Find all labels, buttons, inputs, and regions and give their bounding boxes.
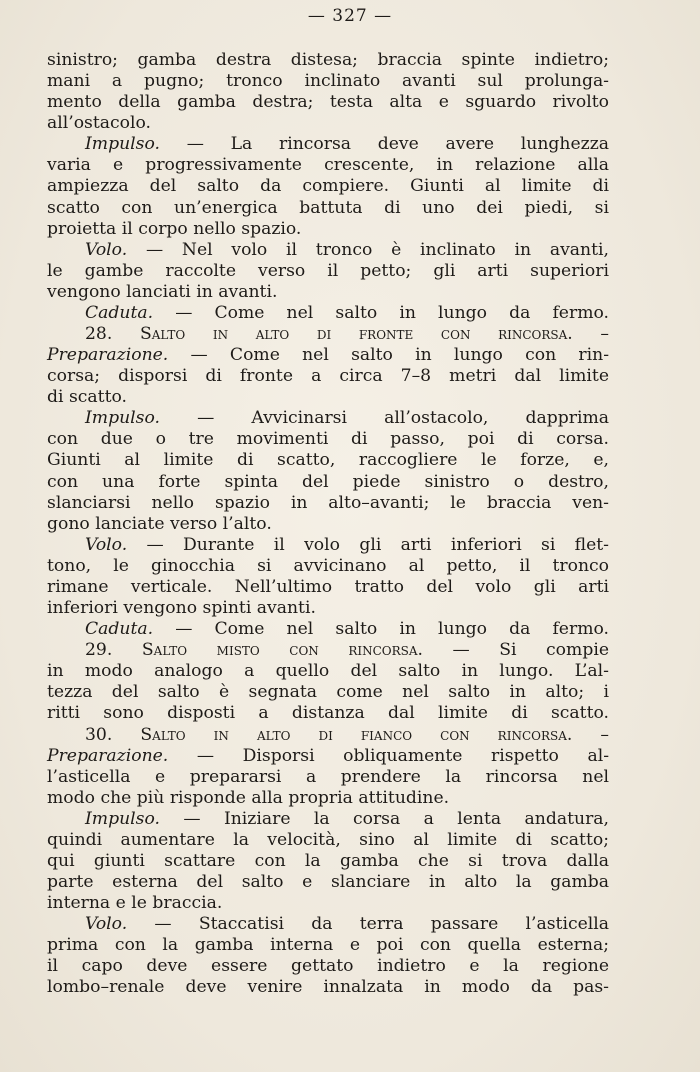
line-text: il capo deve essere gettato indietro e la regione	[47, 956, 609, 977]
line-text: — Iniziare la corsa a lenta andatura,	[160, 808, 609, 829]
run-in-subheading: Volo.	[85, 534, 128, 555]
text-line	[47, 134, 609, 155]
line-text: sinistro; gamba destra distesa; braccia spinte indietro;	[47, 50, 609, 70]
line-text: lombo–renale deve venire innalzata in modo da pas-	[47, 977, 609, 998]
text-line	[47, 535, 609, 556]
text-line	[47, 282, 609, 303]
text-line	[47, 324, 609, 345]
section-number: 28.	[85, 324, 140, 345]
body-text	[47, 50, 609, 999]
line-text: — Come nel salto in lungo da fermo.	[153, 302, 609, 323]
text-line	[47, 872, 609, 893]
line-text: — Nel volo il tronco è inclinato in avanti,	[127, 239, 609, 260]
section-heading: Salto in alto di fronte con rincorsa.	[139, 324, 573, 345]
run-in-subheading: Impulso.	[85, 408, 160, 429]
page-number: — 327 —	[307, 6, 393, 26]
text-line	[47, 977, 609, 998]
line-text: parte esterna del salto e slanciare in alto la gamba	[47, 872, 609, 893]
line-text: l’asticella e prepararsi a prendere la rincorsa nel	[47, 766, 609, 787]
line-text: prima con la gamba interna e poi con quella esterna;	[47, 935, 609, 956]
line-text: scatto con un’energica battuta di uno dei piedi, si	[47, 197, 609, 218]
line-text: in modo analogo a quello del salto in lungo. L’al-	[47, 661, 609, 682]
line-text: slanciarsi nello spazio in alto–avanti; le braccia ven-	[47, 492, 609, 513]
text-line	[47, 640, 609, 661]
line-text: varia e progressivamente crescente, in relazione alla	[47, 155, 609, 176]
line-text: con due o tre movimenti di passo, poi di corsa.	[47, 429, 609, 450]
section-number: 30.	[85, 724, 141, 745]
text-line	[47, 472, 609, 493]
run-in-subheading: Volo.	[85, 914, 128, 935]
line-text: mani a pugno; tronco inclinato avanti sul prolunga-	[47, 71, 609, 92]
line-text: le gambe raccolte verso il petto; gli arti superiori	[47, 260, 609, 281]
section-number: 29.	[85, 640, 142, 661]
text-line	[47, 198, 609, 219]
text-line	[47, 661, 609, 682]
line-text: rimane verticale. Nell’ultimo tratto del volo gli arti	[47, 576, 609, 597]
run-in-subheading: Caduta.	[85, 619, 154, 640]
line-text: gono lanciate verso l’alto.	[47, 513, 272, 534]
text-line	[47, 851, 609, 872]
line-text: corsa; disporsi di fronte a circa 7–8 metri dal limite	[47, 366, 609, 387]
line-text: all’ostacolo.	[47, 113, 152, 134]
text-line	[47, 429, 609, 450]
text-line	[47, 767, 609, 788]
text-line	[47, 893, 609, 914]
text-line	[47, 303, 609, 324]
text-line	[47, 788, 609, 809]
text-line	[47, 725, 609, 746]
text-line	[47, 71, 609, 92]
line-text: con una forte spinta del piede sinistro o destro,	[47, 471, 609, 492]
text-line	[47, 493, 609, 514]
text-line	[47, 746, 609, 767]
line-text: — Si compie	[423, 640, 609, 661]
line-text: ampiezza del salto da compiere. Giunti al limite di	[47, 176, 609, 197]
text-line	[47, 935, 609, 956]
run-in-subheading: Preparazione.	[47, 745, 169, 766]
text-line	[47, 682, 609, 703]
text-line	[47, 345, 609, 366]
run-in-subheading: Impulso.	[85, 134, 160, 155]
text-line	[47, 830, 609, 851]
line-text: Giunti al limite di scatto, raccogliere le forze, e,	[47, 450, 609, 471]
line-text: — Come nel salto in lungo con rin-	[168, 345, 609, 366]
line-text: inferiori vengono spinti avanti.	[47, 598, 316, 619]
text-line	[47, 176, 609, 197]
line-text: modo che più risponde alla propria attitudine.	[47, 787, 450, 808]
text-line	[47, 261, 609, 282]
text-line	[47, 113, 609, 134]
text-line	[47, 450, 609, 471]
line-text: — La rincorsa deve avere lunghezza	[160, 134, 609, 155]
run-in-subheading: Caduta.	[85, 302, 154, 323]
line-text: — Durante il volo gli arti inferiori si flet-	[127, 534, 609, 555]
line-text: proietta il corpo nello spazio.	[47, 218, 302, 239]
text-line	[47, 956, 609, 977]
text-line	[47, 219, 609, 240]
text-line	[47, 598, 609, 619]
run-in-subheading: Impulso.	[85, 808, 160, 829]
line-text: –	[572, 724, 609, 745]
line-text: di scatto.	[47, 387, 127, 408]
run-in-subheading: Volo.	[85, 239, 128, 260]
text-line	[47, 408, 609, 429]
text-line	[47, 155, 609, 176]
text-line	[47, 914, 609, 935]
run-in-subheading: Preparazione.	[47, 345, 169, 366]
text-line	[47, 809, 609, 830]
text-line	[47, 556, 609, 577]
text-line	[47, 619, 609, 640]
line-text: — Avvicinarsi all’ostacolo, dapprima	[160, 408, 609, 429]
text-line	[47, 703, 609, 724]
line-text: — Staccatisi da terra passare l’asticella	[127, 914, 609, 935]
line-text: vengono lanciati in avanti.	[47, 281, 278, 302]
text-line	[47, 577, 609, 598]
text-line	[47, 92, 609, 113]
line-text: qui giunti scattare con la gamba che si trova dalla	[47, 850, 609, 871]
section-heading: Salto misto con rincorsa.	[141, 640, 424, 661]
section-heading: Salto in alto di fianco con rincorsa.	[140, 724, 573, 745]
text-line	[47, 240, 609, 261]
line-text: tono, le ginocchia si avvicinano al petto, il tronco	[47, 555, 609, 576]
text-line	[47, 514, 609, 535]
line-text: ritti sono disposti a distanza dal limite di scatto.	[47, 703, 609, 724]
line-text: quindi aumentare la velocità, sino al limite di scatto;	[47, 829, 609, 850]
line-text: mento della gamba destra; testa alta e sguardo rivolto	[47, 92, 609, 113]
line-text: tezza del salto è segnata come nel salto in alto; i	[47, 682, 609, 703]
text-line	[47, 366, 609, 387]
line-text: — Come nel salto in lungo da fermo.	[153, 619, 609, 640]
line-text: — Disporsi obliquamente rispetto al-	[168, 745, 609, 766]
line-text: –	[572, 324, 609, 345]
line-text: interna e le braccia.	[47, 893, 223, 914]
text-line	[47, 50, 609, 71]
text-line	[47, 387, 609, 408]
